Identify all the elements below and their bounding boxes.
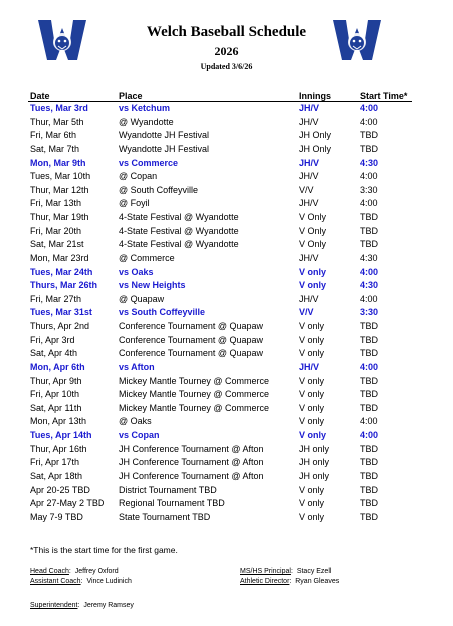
season-year: 2026: [214, 44, 239, 58]
row-date: Fri, Apr 17th: [30, 457, 80, 468]
row-start-time: TBD: [360, 498, 378, 509]
row-start-time: 4:00: [360, 103, 379, 113]
table-row: [0, 511, 453, 525]
row-innings: JH/V: [299, 157, 320, 168]
row-place: JH Conference Tournament @ Afton: [119, 457, 264, 468]
row-start-time: TBD: [360, 334, 378, 345]
row-place: @ Wyandotte: [119, 116, 174, 127]
row-innings: V only: [299, 321, 325, 332]
assistant-coach-line: Assistant Coach: Vince Ludinich: [30, 578, 132, 585]
row-date: Thur, Apr 9th: [30, 375, 82, 386]
row-innings: JH/V: [299, 116, 319, 127]
row-place: @ Quapaw: [119, 293, 165, 304]
table-row: [0, 415, 453, 429]
table-row: [0, 306, 453, 320]
page-title: Welch Baseball Schedule: [146, 24, 307, 40]
row-start-time: 4:00: [360, 361, 379, 372]
row-place: vs South Coffeyville: [119, 307, 206, 318]
row-place: Mickey Mantle Tourney @ Commerce: [119, 375, 270, 386]
row-date: Sat, Apr 18th: [30, 471, 83, 481]
table-row: [0, 197, 453, 211]
head-coach-line: Head Coach: Jeffrey Oxford: [30, 568, 119, 575]
table-row: [0, 279, 453, 293]
table-row: [0, 129, 453, 143]
row-place: 4-State Festival @ Wyandotte: [119, 225, 239, 236]
row-place: @ Foyil: [119, 198, 150, 209]
row-place: vs Afton: [119, 361, 155, 372]
table-row: [0, 429, 453, 443]
table-row: [0, 347, 453, 361]
row-date: Mon, Apr 6th: [30, 361, 85, 372]
row-date: Fri, Mar 27th: [30, 293, 82, 304]
table-row: [0, 293, 453, 307]
principal-label: MS/HS Principal: [240, 568, 291, 575]
row-start-time: TBD: [360, 484, 378, 495]
row-place: vs Oaks: [119, 266, 154, 277]
column-header-start-time: Start Time*: [360, 91, 408, 101]
row-place: @ South Coffeyville: [119, 184, 199, 195]
row-start-time: 4:00: [360, 198, 378, 209]
row-place: State Tournament TBD: [119, 511, 211, 522]
row-place: vs New Heights: [119, 280, 186, 291]
table-row: [0, 402, 453, 416]
row-innings: V only: [299, 375, 325, 386]
row-date: Sat, Apr 11th: [30, 402, 82, 413]
row-start-time: TBD: [360, 130, 378, 141]
row-innings: V only: [299, 334, 325, 345]
row-date: Tues, Mar 31st: [30, 307, 92, 318]
row-start-time: 4:00: [360, 430, 379, 441]
row-place: JH Conference Tournament @ Afton: [119, 443, 264, 454]
row-start-time: 4:30: [360, 252, 378, 263]
row-date: Apr 20-25 TBD: [30, 484, 90, 495]
row-innings: JH Only: [299, 143, 332, 154]
row-date: Mon, Mar 23rd: [30, 252, 89, 263]
row-start-time: 4:00: [360, 266, 379, 277]
table-row: [0, 170, 453, 184]
row-innings: V only: [299, 416, 325, 427]
row-place: vs Commerce: [119, 157, 179, 168]
table-row: [0, 266, 453, 280]
row-start-time: 4:30: [360, 280, 379, 291]
row-date: Tues, Mar 3rd: [30, 103, 88, 113]
row-date: Fri, Apr 10th: [30, 389, 80, 400]
superintendent-name: Jeremy Ramsey: [83, 602, 134, 609]
row-innings: V Only: [299, 239, 327, 250]
table-row: [0, 157, 453, 171]
row-innings: V only: [299, 511, 325, 522]
column-header-place: Place: [119, 91, 143, 101]
table-row: [0, 238, 453, 252]
row-start-time: TBD: [360, 443, 378, 454]
row-innings: JH only: [299, 457, 330, 468]
row-innings: V Only: [299, 225, 327, 236]
assistant-coach-label: Assistant Coach: [30, 578, 81, 585]
row-date: Tues, Mar 24th: [30, 266, 93, 277]
row-innings: JH/V: [299, 171, 319, 182]
table-row: [0, 484, 453, 498]
row-innings: JH Only: [299, 130, 332, 141]
athletic-director-line: Athletic Director: Ryan Gleaves: [240, 578, 340, 585]
row-innings: JH/V: [299, 103, 320, 113]
head-coach-name: Jeffrey Oxford: [74, 568, 119, 575]
column-header-date: Date: [30, 91, 50, 101]
row-start-time: TBD: [360, 457, 378, 468]
row-start-time: 4:00: [360, 293, 378, 304]
head-coach-label: Head Coach: [30, 568, 69, 575]
superintendent-label: Superintendent: [30, 602, 78, 609]
table-row: [0, 361, 453, 375]
updated-date: Updated 3/6/26: [200, 62, 253, 71]
principal-line: MS/HS Principal: Stacy Ezell: [240, 568, 332, 575]
row-innings: JH only: [299, 443, 330, 454]
row-date: Sat, Mar 21st: [30, 239, 84, 250]
row-place: vs Ketchum: [119, 103, 171, 113]
row-place: Conference Tournament @ Quapaw: [119, 321, 264, 332]
principal-name: Stacy Ezell: [296, 568, 332, 575]
row-date: Fri, Apr 3rd: [30, 334, 75, 345]
row-start-time: 4:00: [360, 171, 378, 182]
row-date: Apr 27-May 2 TBD: [30, 498, 105, 509]
row-place: Mickey Mantle Tourney @ Commerce: [119, 402, 270, 413]
row-innings: V only: [299, 430, 327, 441]
row-innings: JH/V: [299, 252, 319, 263]
row-start-time: TBD: [360, 389, 378, 400]
table-row: [0, 252, 453, 266]
row-start-time: TBD: [360, 471, 378, 481]
row-innings: V only: [299, 389, 325, 400]
row-place: Conference Tournament @ Quapaw: [119, 334, 264, 345]
row-start-time: 4:00: [360, 416, 378, 427]
table-row: [0, 375, 453, 389]
row-innings: JH/V: [299, 198, 319, 209]
table-row: [0, 334, 453, 348]
row-place: @ Commerce: [119, 252, 175, 263]
row-date: Mon, Mar 9th: [30, 157, 86, 168]
row-place: 4-State Festival @ Wyandotte: [119, 212, 239, 223]
row-start-time: TBD: [360, 511, 378, 522]
row-innings: V/V: [299, 184, 314, 195]
row-date: May 7-9 TBD: [30, 511, 83, 522]
table-row: [0, 456, 453, 470]
row-place: vs Copan: [119, 430, 160, 441]
row-date: Fri, Mar 13th: [30, 198, 82, 209]
row-start-time: TBD: [360, 239, 378, 250]
table-row: [0, 143, 453, 157]
row-place: Wyandotte JH Festival: [119, 130, 209, 141]
row-place: Mickey Mantle Tourney @ Commerce: [119, 389, 270, 400]
row-date: Fri, Mar 20th: [30, 225, 82, 236]
row-start-time: 3:30: [360, 184, 378, 195]
row-place: 4-State Festival @ Wyandotte: [119, 239, 239, 250]
row-start-time: TBD: [360, 225, 378, 236]
row-date: Sat, Mar 7th: [30, 143, 80, 154]
table-row: [0, 225, 453, 239]
table-row: [0, 102, 453, 116]
row-place: Regional Tournament TBD: [119, 498, 225, 509]
row-innings: V only: [299, 402, 325, 413]
table-row: [0, 116, 453, 130]
row-innings: V only: [299, 484, 325, 495]
row-innings: V only: [299, 348, 325, 359]
row-date: Thurs, Mar 26th: [30, 280, 98, 291]
row-innings: V only: [299, 280, 327, 291]
row-innings: JH/V: [299, 293, 319, 304]
column-header-innings: Innings: [299, 91, 331, 101]
row-place: @ Oaks: [119, 416, 152, 427]
row-innings: V/V: [299, 307, 314, 318]
row-innings: V Only: [299, 212, 327, 223]
row-place: Conference Tournament @ Quapaw: [119, 348, 264, 359]
assistant-coach-name: Vince Ludinich: [86, 578, 132, 585]
row-date: Thur, Mar 12th: [30, 184, 89, 195]
row-start-time: TBD: [360, 348, 378, 359]
row-place: Wyandotte JH Festival: [119, 143, 209, 154]
row-date: Tues, Mar 10th: [30, 171, 91, 182]
athletic-director-label: Athletic Director: [240, 578, 290, 585]
table-row: [0, 443, 453, 457]
table-row: [0, 211, 453, 225]
table-row: [0, 320, 453, 334]
row-date: Thur, Apr 16th: [30, 443, 87, 454]
athletic-director-name: Ryan Gleaves: [295, 578, 340, 585]
row-start-time: TBD: [360, 321, 378, 332]
row-start-time: TBD: [360, 375, 378, 386]
row-innings: V only: [299, 266, 327, 277]
row-date: Tues, Apr 14th: [30, 430, 92, 441]
row-innings: JH/V: [299, 361, 320, 372]
row-date: Sat, Apr 4th: [30, 348, 78, 359]
row-date: Thur, Mar 5th: [30, 116, 84, 127]
row-start-time: TBD: [360, 402, 378, 413]
table-row: [0, 388, 453, 402]
row-date: Fri, Mar 6th: [30, 130, 77, 141]
row-innings: V only: [299, 498, 325, 509]
row-date: Thur, Mar 19th: [30, 212, 89, 223]
row-start-time: 4:00: [360, 116, 378, 127]
footnote: *This is the start time for the first game.: [30, 545, 178, 555]
row-date: Mon, Apr 13th: [30, 416, 87, 427]
row-start-time: TBD: [360, 212, 378, 223]
table-row: [0, 184, 453, 198]
row-start-time: TBD: [360, 143, 378, 154]
table-row: [0, 470, 453, 484]
row-place: @ Copan: [119, 171, 158, 182]
row-place: JH Conference Tournament @ Afton: [119, 471, 264, 481]
row-start-time: 4:30: [360, 157, 379, 168]
row-start-time: 3:30: [360, 307, 379, 318]
table-row: [0, 497, 453, 511]
row-date: Thurs, Apr 2nd: [30, 321, 90, 332]
row-place: District Tournament TBD: [119, 484, 217, 495]
row-innings: JH only: [299, 471, 330, 481]
superintendent-line: Superintendent: Jeremy Ramsey: [30, 602, 134, 609]
